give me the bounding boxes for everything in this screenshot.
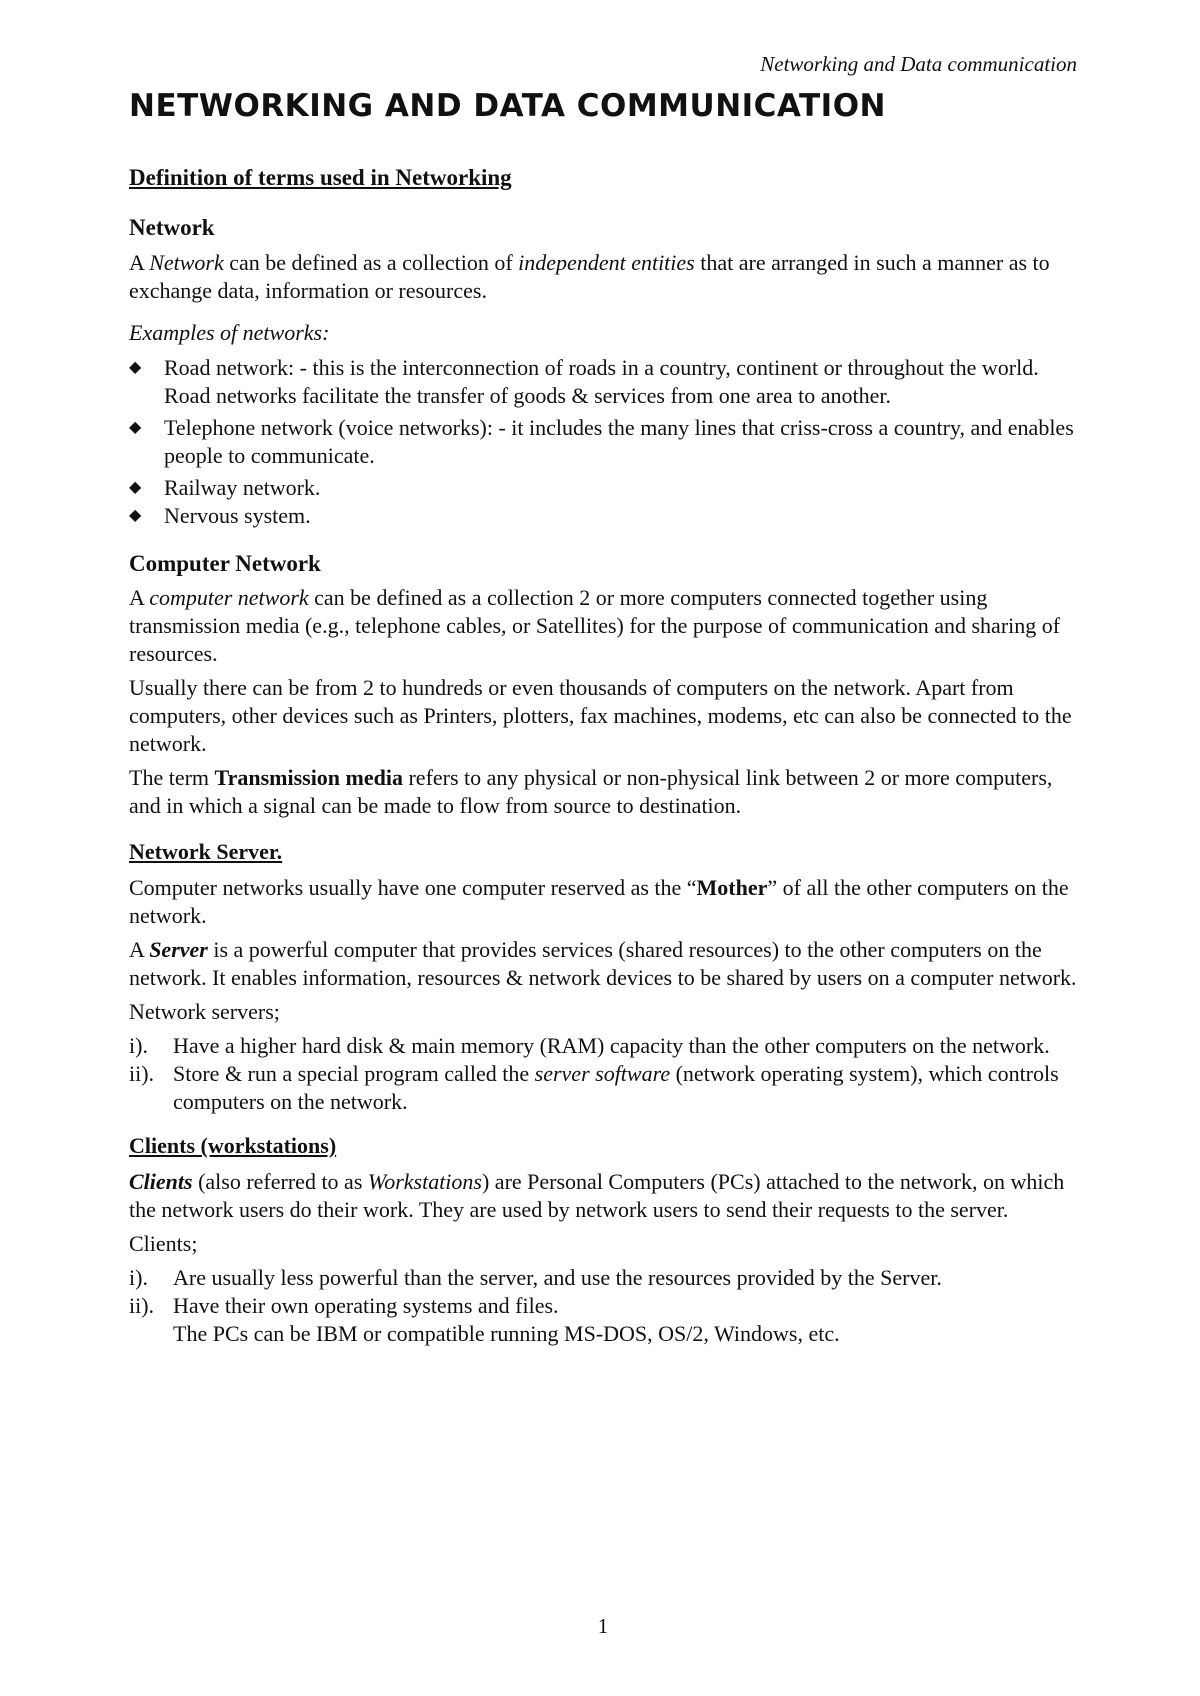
transmission-media-paragraph: The term Transmission media refers to any physical or non-physical link between 2 or more computers, and in which a signal can be made to flow from source to destination. <box>129 765 1053 818</box>
list-item: ii). Have their own operating systems and files. The PCs can be IBM or compatible running MS-DOS, OS/2, Windows, etc. <box>129 1293 840 1346</box>
network-server-heading: Network Server. <box>129 839 283 864</box>
network-term: Network <box>149 250 224 275</box>
list-item: ii). Store & run a special program called the server software (network operating system), which controls computers on the network. <box>129 1061 1059 1114</box>
computer-network-heading: Computer Network <box>129 551 321 576</box>
list-item: ◆ Telephone network (voice networks): - it includes the many lines that criss-cross a country, and enables people to communicate. <box>129 415 1074 468</box>
network-heading: Network <box>129 215 215 240</box>
examples-list <box>129 354 1077 530</box>
independent-entities-term: independent entities <box>518 250 695 275</box>
definitions-heading: Definition of terms used in Networking <box>129 165 512 190</box>
clients-list <box>129 1264 1077 1348</box>
diamond-bullet-icon: ◆ <box>129 419 142 436</box>
diamond-bullet-icon: ◆ <box>129 359 142 376</box>
list-item: ◆ Railway network. <box>129 475 321 500</box>
computer-network-definition: A computer network can be defined as a collection 2 or more computers connected together using transmission media (e.g., telephone cables, or Satellites) for the purpose of communication and sharing of resources. <box>129 585 1061 666</box>
clients-paragraph-1: Clients (also referred to as Workstations) are Personal Computers (PCs) attached to the network, on which the network users do their work. They are used by network users to send their requests to the server. <box>129 1169 1065 1222</box>
network-definition: A Network can be defined as a collection of independent entities that are arranged in such a manner as to exchange data, information or resources. <box>129 250 1050 303</box>
diamond-bullet-icon: ◆ <box>129 479 142 496</box>
running-header: Networking and Data communication <box>760 52 1077 76</box>
list-item: i). Have a higher hard disk & main memory (RAM) capacity than the other computers on the network. <box>129 1033 1050 1058</box>
computer-network-paragraph-2: Usually there can be from 2 to hundreds or even thousands of computers on the network. Apart from computers, other devices such as Printers, plotters, fax machines, modems, etc can also be connected to the network. <box>129 675 1072 756</box>
document-title: NETWORKING AND DATA COMMUNICATION <box>129 88 886 124</box>
document-body <box>129 164 1077 1348</box>
page-number: 1 <box>597 1614 609 1638</box>
list-item: i). Are usually less powerful than the server, and use the resources provided by the Server. <box>129 1265 942 1290</box>
clients-heading: Clients (workstations) <box>129 1133 337 1158</box>
server-list <box>129 1032 1077 1116</box>
list-item: ◆ Road network: - this is the interconnection of roads in a country, continent or throughout the world. Road networks facilitate the transfer of goods & services from one area to another. <box>129 355 1039 408</box>
diamond-bullet-icon: ◆ <box>129 507 142 524</box>
server-paragraph-1: Computer networks usually have one computer reserved as the “Mother” of all the other computers on the network. <box>129 875 1069 928</box>
clients-list-intro: Clients; <box>129 1231 198 1256</box>
server-list-intro: Network servers; <box>129 999 280 1024</box>
list-item: ◆ Nervous system. <box>129 503 311 528</box>
server-paragraph-2: A Server is a powerful computer that provides services (shared resources) to the other computers on the network. It enables information, resources & network devices to be shared by users on a computer network. <box>129 937 1077 990</box>
examples-label: Examples of networks: <box>129 320 330 345</box>
